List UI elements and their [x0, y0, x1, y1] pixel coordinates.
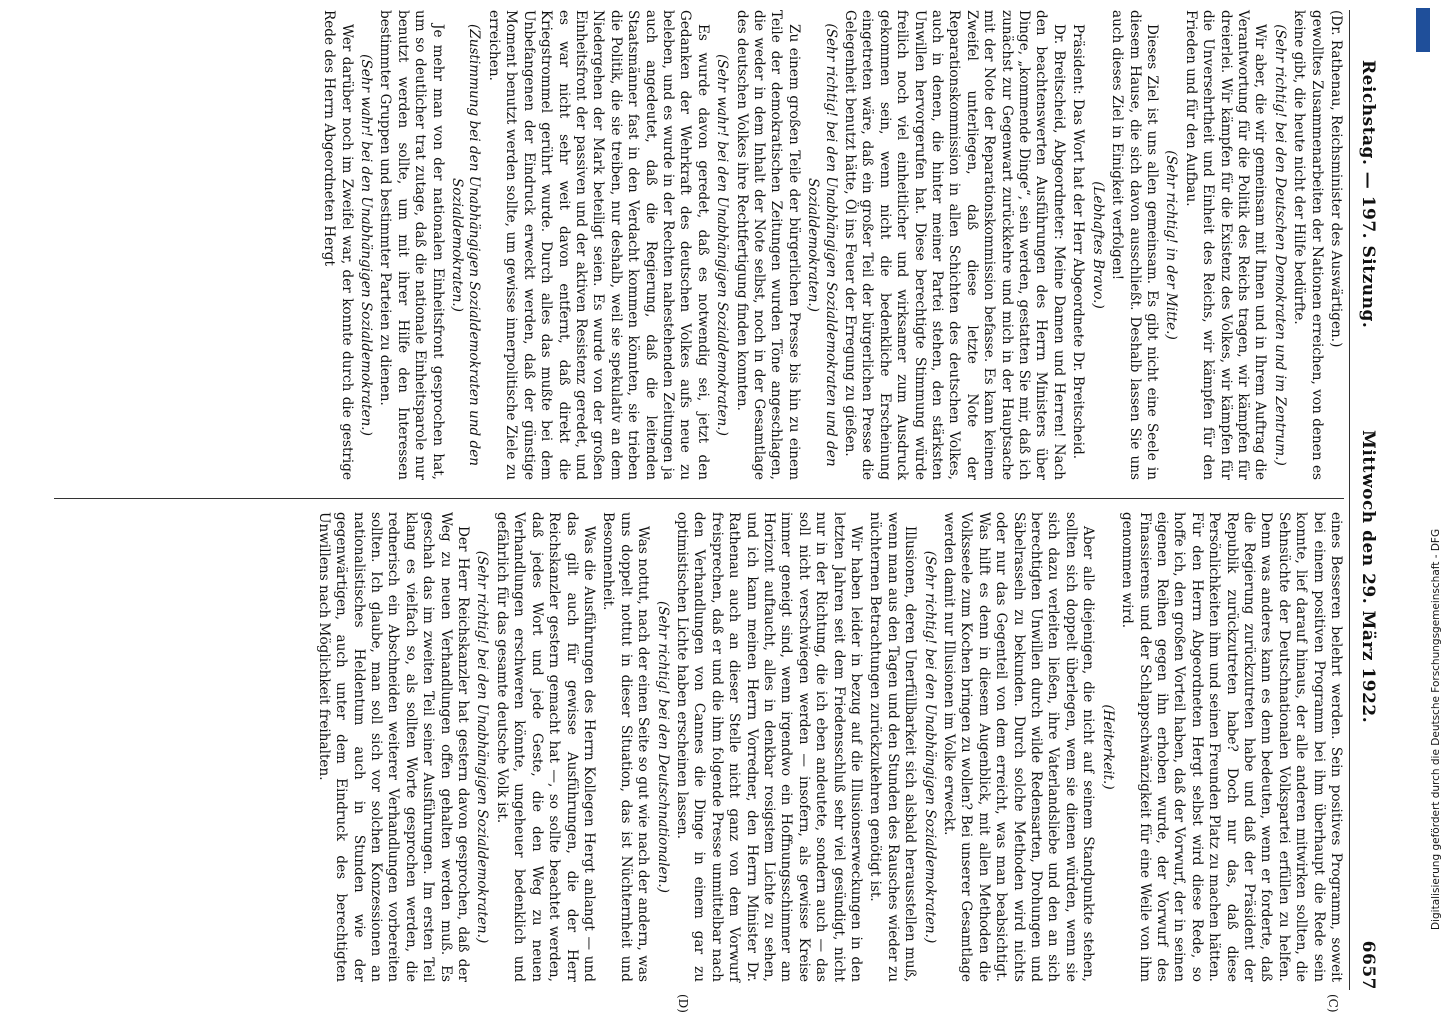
interjection: (Sehr richtig! bei den Unabhängigen Sozialdemokraten.) [474, 550, 491, 944]
interjection: (Lebhaftes Bravo.) [1089, 181, 1106, 309]
interjection: (Heiterkeit.) [1099, 704, 1116, 790]
paragraph: Was nottut, nach der einen Seite so gut wie nach der andern, was uns doppelt nottut in dieser Situation, das ist Nüchternheit und Besonnenheit. [600, 512, 652, 982]
paragraph: Zu einem großen Teile der bürgerlichen Presse bis hin zu einem Teile der demokratischen Zeitungen wurden Töne angeschlagen, die weder in dem Inhalt der Note selbst, noch in der Gesamtlage des deutschen Volkes ihre Rechtfertigung finden konnten. [733, 10, 802, 480]
paragraph: Dr. Breitscheid, Abgeordneter: Meine Damen und Herren! Nach den beachtenswerten Ausführungen des Herrn Ministers über Dinge, „kommende Dinge“, sein werden, gestatten Sie mir, daß ich zunächst zur Gegenwart zurückkehre und mich in der Hauptsache mit der Note der Reparationskommission befasse. Es kann keinem Zweifel unterliegen, daß diese letzte Note der Reparationskommission in allen Schichten des deutschen Volkes, auch in denen, die hinter meiner Partei stehen, den stärksten Unwillen hervorgerufen hat. Diese berechtigte Stimmung würde freilich noch viel einheitlicher und wirksamer zum Ausdruck gekommen sein, wenn nicht die bedenkliche Erscheinung eingetreten wäre, daß ein großer Teil der bürgerlichen Presse die Gelegenheit benutzt hätte, Öl ins Feuer der Erregung zu gießen. [842, 10, 1067, 480]
paragraph: Was die Ausführungen des Herrn Kollegen Hergt anlangt — und das gilt auch für gewisse Ausführungen, die der Herr Reichskanzler gestern gemacht hat —, so sollte beachtet werden, daß jedes Wort und jede Geste, die den Weg zu neuen Verhandlungen erschweren könnte, ungeheuer bedenklich und gefährlich für das gesamte deutsche Volk ist. [493, 512, 597, 982]
paragraph: Der Herr Reichskanzler hat gestern davon gesprochen, daß der Weg zu neuen Verhandlungen offen gehalten werden muß. Es geschah das im zweiten Teil seiner Ausführungen. Im ersten Teil klang es vielfach so, als sollten Worte gesprochen werden, die rednerisch ein Abschneiden weiterer Verhandlungen vorbereiten sollten. Ich glaube, man soll sich vor solchen Konzessionen an nationalistisches Heldentum auch in Stunden wie der gegenwärtigen, auch unter dem Eindruck des berechtigten Unwillens nach Möglichkeit freihalten. [315, 512, 472, 982]
interjection: (Sehr richtig! bei den Unabhängigen Sozialdemokraten.) [921, 550, 938, 944]
paragraph: Es wurde davon geredet, daß es notwendig sei, jetzt den Gedanken der Wehrkraft des deutschen Volkes aufs neue zu beleben, und es wurde in der Rechten nahestehenden Zeitungen ja auch angedeutet, daß die Regierung, daß die leitenden Staatsmänner fast in den Verdacht kommen könnten, sie trieben die Politik, die sie treiben, nur deshalb, weil sie spekulativ an dem Niedergehen der Mark beteiligt seien. Es wurde von der großen Einheitsfront der passiven und der aktiven Resistenz geredet, und es war nicht sehr weit davon entfernt, daß direkt die Kriegstrommel gerührt wurde. Durch alles das mußte bei dem Unbefangenen der Eindruck erweckt werden, daß der günstige Moment benutzt werden sollte, um gewisse innerpolitische Ziele zu erreichen. [485, 10, 711, 480]
header-date: Mittwoch den 29. März 1922. [1358, 430, 1378, 724]
margin-marker-c: (C) [1326, 994, 1340, 1013]
interjection: (Sehr richtig! bei den Unabhängigen Sozialdemokraten und den Sozialdemokraten.) [805, 23, 839, 467]
interjection: (Sehr wahr! bei den Unabhängigen Sozialdemokraten.) [714, 54, 731, 436]
paragraph: Wer darüber noch im Zweifel war, der konnte durch die gestrige Rede des Herrn Abgeordneten Hergt [321, 10, 355, 480]
paragraph: Präsident: Das Wort hat der Herr Abgeordnete Dr. Breitscheid. [1070, 24, 1087, 460]
column-divider [54, 498, 1344, 499]
interjection: (Sehr richtig! in der Mitte.) [1163, 150, 1180, 340]
paragraph: Wir haben leider in bezug auf die Illusionserweckungen in den letzten Jahren seit dem Friedensschluß sehr viel gesündigt, nicht nur in der Richtung, die ich eben andeutete, sondern auch — das soll nicht verschwiegen werden — insofern, als gewisse Kreise immer geneigt sind, wenn irgendwo ein Hoffnungsschimmer am Horizont auftaucht, alles in denkbar rosigstem Lichte zu sehen, und ich kann meinen Herrn Vorredner, den Herrn Minister Dr. Rathenau auch an dieser Stelle nicht ganz von dem Vorwurf freisprechen, daß er und die ihm folgende Presse unmittelbar nach den Verhandlungen von Cannes die Dinge in einem gar zu optimistischen Lichte haben erscheinen lassen. [673, 512, 865, 982]
paragraph: Aber alle diejenigen, die nicht auf seinem Standpunkte stehen, sollten sich doppelt überlegen, wem sie dienen würden, wenn sie sich dazu verleiten ließen, ihre Vaterlandsliebe und den an sich berechtigten Unwillen durch wilde Redensarten, Drohungen und Säbelrasseln zu bekunden. Durch solche Methoden wird nichts oder nur das Gegenteil von dem erreicht, was man beabsichtigt. Was hilft es denn in diesem Augenblick, mit allen Methoden die Volksseele zum Kochen bringen zu wollen? Bei unserer Gesamtlage werden damit nur Illusionen im Volke erweckt. [941, 512, 1097, 982]
rotated-page-content [40, 10, 1380, 1013]
interjection: (Zustimmung bei den Unabhängigen Sozialdemokraten und den Sozialdemokraten.) [449, 23, 483, 467]
paragraph: Dieses Ziel ist uns allen gemeinsam. Es gibt nicht eine Seele in diesem Hause, die sich davon ausschließt. Deshalb lassen Sie uns auch dieses Ziel in Einigkeit verfolgen! [1109, 10, 1160, 480]
page-number: 6657 [1358, 940, 1378, 990]
paragraph: Wir aber, die wir gemeinsam mit Ihnen und in Ihrem Auftrag die Verantwortung für die Politik des Reichs tragen, wir kämpfen für dreierlei. Wir kämpfen für die Existenz des Volkes, wir kämpfen für die Unversehrtheit und Einheit des Reichs, wir kämpfen für den Frieden und für den Aufbau. [1182, 10, 1269, 480]
page-header [1352, 10, 1380, 990]
interjection: (Sehr richtig! bei den Deutschen Demokraten und im Zentrum.) [1271, 24, 1288, 466]
interjection: (Sehr richtig! bei den Deutschnationalen.) [654, 601, 671, 893]
digitization-note-text: Digitalisierung gefördert durch die Deutsche Forschungsgemeinschaft - DFG [1430, 528, 1442, 930]
header-rule [1349, 10, 1350, 990]
dfg-logo: DFG [1416, 8, 1430, 52]
paragraph: Je mehr man von der nationalen Einheitsfront gesprochen hat, um so deutlicher trat zutage, daß die nationale Einheitsparole nur benutzt werden sollte, um mit ihrer Hilfe den Interessen bestimmter Gruppen und bestimmter Parteien zu dienen. [377, 10, 446, 480]
header-session: Reichstag. — 197. Sitzung. [1358, 60, 1378, 329]
margin-marker-d: (D) [676, 994, 690, 1013]
left-column [318, 10, 1344, 480]
speaker-note: (Dr. Rathenau, Reichsminister des Auswärtigen.) [1328, 10, 1344, 348]
paragraph: eines Besseren belehrt werden. Sein positives Programm, soweit bei einem positiven Programm bei ihm überhaupt die Rede sein konnte, lief darauf hinaus, der alle anderen mitwirken sollten, die Sehnsüchte der Deutschnationalen Volkspartei erfüllen zu helfen. Denn was anderes kann es denn bedeuten, wenn er forderte, daß die Regierung zurückzutreten habe und daß der Präsident der Republik zurückzutreten habe? Doch nur das, daß diese Persönlichkeiten ihm und seinen Freunden Platz zu machen hätten. Für den Herrn Abgeordneten Hergt selbst wird diese Rede, so hoffe ich, den großen Vorteil haben, daß der Vorwurf, der in seinen eigenen Reihen gegen ihn erhoben wurde, der Vorwurf des Finassierens und der Schlappschwänzigkeit für eine Weile von ihm genommen wird. [1119, 512, 1344, 982]
interjection: (Sehr wahr! bei den Unabhängigen Sozialdemokraten.) [358, 54, 375, 436]
digitization-note [1416, 70, 1442, 930]
paragraph: Illusionen, deren Unerfüllbarkeit sich alsbald herausstellen muß, wenn man aus den Tagen und den Stunden des Rausches wieder zu nüchternen Betrachtungen zurückzukehren genötigt ist. [867, 512, 919, 982]
paragraph: gewolltes Zusammenarbeiten der Nationen erreichen, von denen es keine gibt, die heute nicht der Hilfe bedürfte. [1291, 10, 1325, 480]
right-column [312, 512, 1344, 982]
